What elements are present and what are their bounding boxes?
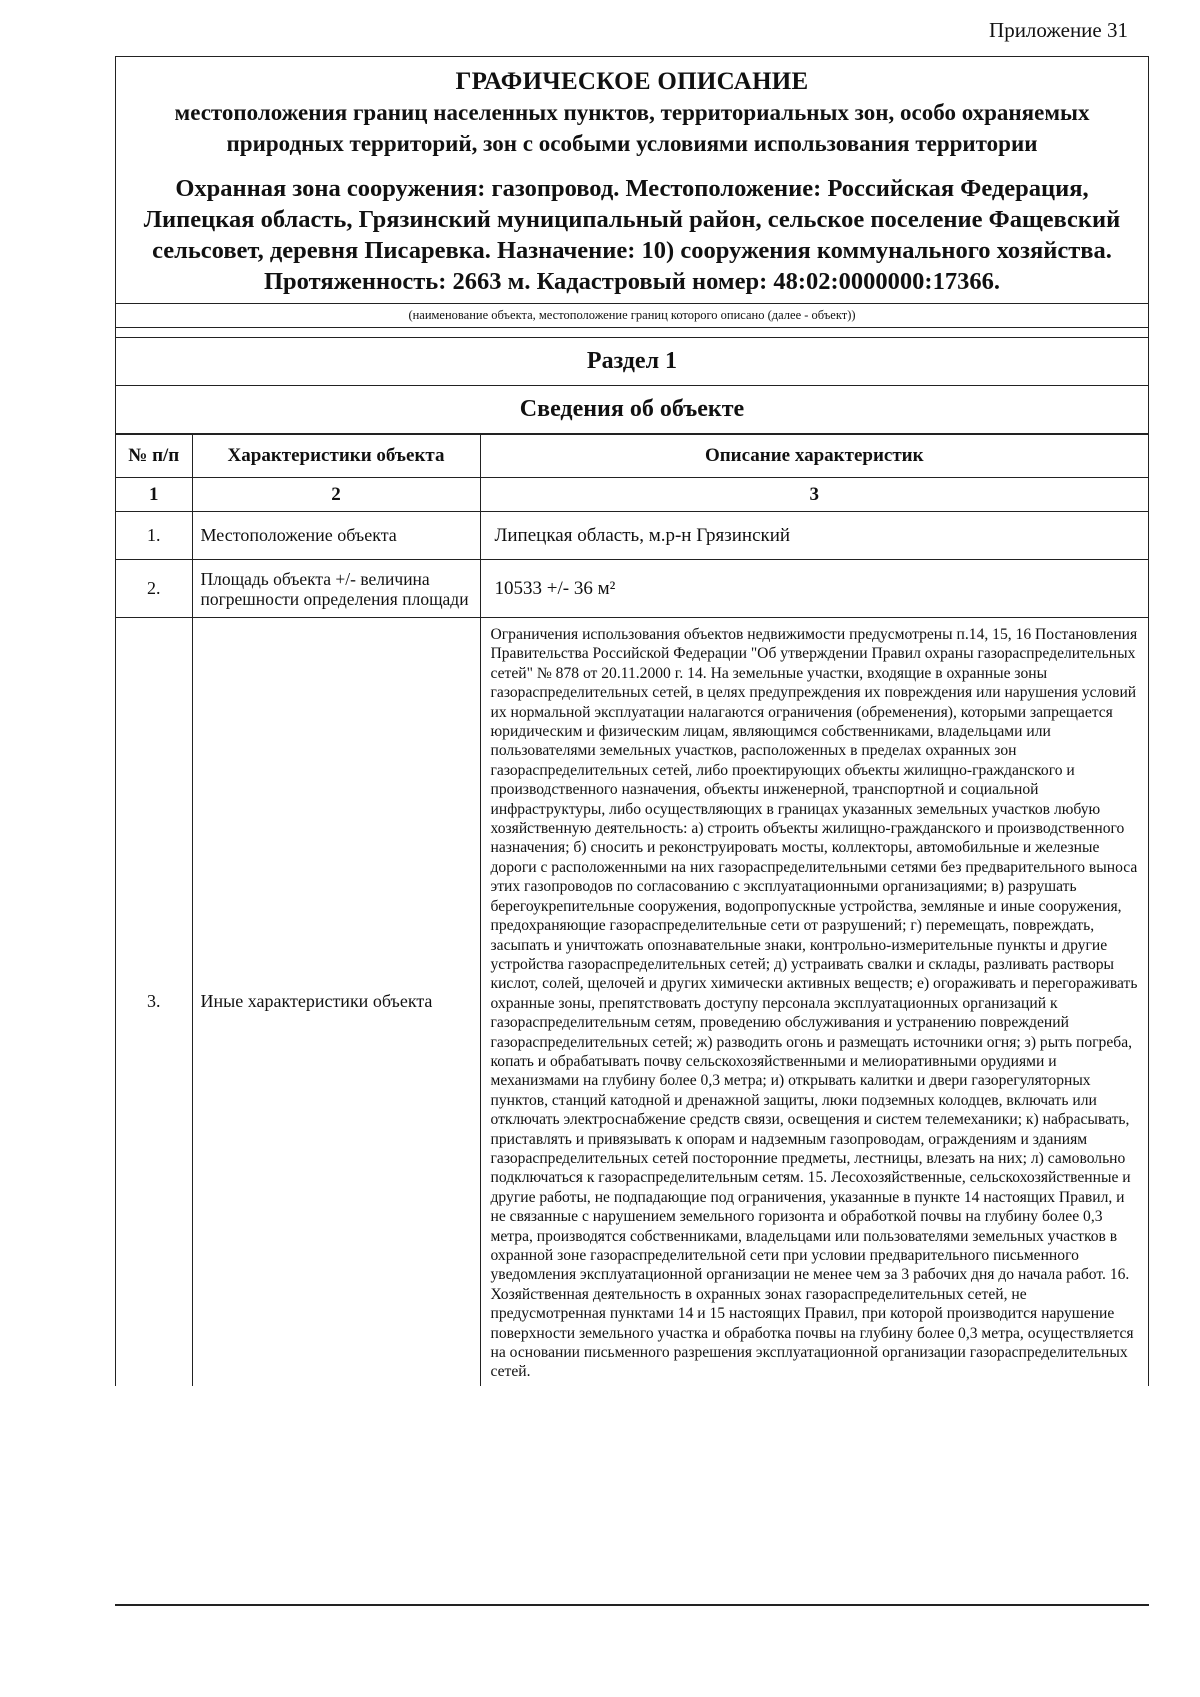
row-description: Липецкая область, м.р-н Грязинский: [480, 512, 1148, 560]
document-frame: [115, 56, 1149, 1386]
column-header-description: Описание характеристик: [480, 435, 1148, 478]
row-number: 1.: [116, 512, 192, 560]
column-header-characteristic: Характеристики объекта: [192, 435, 480, 478]
divider: [116, 328, 1148, 338]
document-title: ГРАФИЧЕСКОЕ ОПИСАНИЕ: [455, 68, 809, 95]
table-row: [116, 512, 1148, 560]
document-header: [116, 57, 1148, 304]
column-number-row: [116, 478, 1148, 512]
row-number: 3.: [116, 618, 192, 1386]
table-row: [116, 618, 1148, 1386]
object-description: Охранная зона сооружения: газопровод. Местоположение: Российская Федерация, Липецкая область, Грязинский муниципальный район, сельское поселение Фащевский сельсовет, деревня Писаревка. Назначение: 10) сооружения коммунального хозяйства. Протяженность: 2663 м. Кадастровый номер: 48:02:0000000:17366.: [143, 175, 1121, 295]
column-number: 1: [116, 478, 192, 512]
row-description: 10533 +/- 36 м²: [480, 560, 1148, 618]
row-description: Ограничения использования объектов недвижимости предусмотрены п.14, 15, 16 Постановления Правительства Российской Федерации "Об утверждении Правил охраны газораспределительных сетей" № 878 от 20.11.2000 г. 14. На земельные участки, входящие в охранные зоны газораспределительных сетей, в целях предупреждения их повреждения или нарушения условий их нормальной эксплуатации налагаются ограничения (обременения), которыми запрещается юридическим и физическим лицам, являющимся собственниками, владельцами или пользователями земельных участков, расположенных в пределах охранных зон газораспределительных сетей, либо проектирующих объекты жилищно-гражданского и производственного назначения, объекты инженерной, транспортной и социальной инфраструктуры, либо осуществляющих в границах указанных земельных участков любую хозяйственную деятельность: а) строить объекты жилищно-гражданского и производственного назначения; б) сносить и реконструировать мосты, коллекторы, автомобильные и железные дороги с расположенными на них газораспределительными сетями без предварительного выноса этих газопроводов по согласованию с эксплуатационными организациями; в) разрушать берегоукрепительные сооружения, водопропускные устройства, земляные и иные сооружения, предохраняющие газораспределительные сети от разрушений; г) перемещать, повреждать, засыпать и уничтожать опознавательные знаки, контрольно-измерительные пункты и другие устройства газораспределительных сетей; д) устраивать свалки и склады, разливать растворы кислот, солей, щелочей и других химически активных веществ; е) огораживать и перегораживать охранные зоны, препятствовать доступу персонала эксплуатационных организаций к газораспределительным сетям, проведению обслуживания и устранению повреждений газораспределительных сетей; ж) разводить огонь и размещать источники огня; з) рыть погреба, копать и обрабатывать почву сельскохозяйственными и мелиоративными орудиями и механизмами на глубину более 0,3 метра; и) открывать калитки и двери газорегуляторных пунктов, станций катодной и дренажной защиты, люки подземных колодцев, включать или отключать электроснабжение средств связи, освещения и систем телемеханики; к) набрасывать, приставлять и привязывать к опорам и надземным газопроводам, ограждениям и зданиям газораспределительных сетей посторонние предметы, лестницы, влезать на них; л) самовольно подключаться к газораспределительным сетям. 15. Лесохозяйственные, сельскохозяйственные и другие работы, не подпадающие под ограничения, указанные в пункте 14 настоящих Правил, и не связанные с нарушением земельного горизонта и обработкой почвы на глубину более 0,3 метра, производятся собственниками, владельцами или пользователями земельных участков в охранной зоне газораспределительной сети при условии предварительного письменного уведомления эксплуатационной организации не менее чем за 3 рабочих дня до начала работ. 16. Хозяйственная деятельность в охранных зонах газораспределительных сетей, не предусмотренная пунктами 14 и 15 настоящих Правил, при которой производится нарушение поверхности земельного участка и обработка почвы на глубину более 0,3 метра, осуществляется на основании письменного разрешения эксплуатационной организации газораспределительных сетей.: [480, 618, 1148, 1386]
section-title: Раздел 1: [116, 338, 1148, 386]
table-row: [116, 560, 1148, 618]
bottom-rule: [115, 1604, 1149, 1606]
document-subtitle: местоположения границ населенных пунктов, территориальных зон, особо охраняемых природных территорий, зон с особыми условиями использования территории: [174, 100, 1090, 156]
row-number: 2.: [116, 560, 192, 618]
section-subtitle: Сведения об объекте: [116, 386, 1148, 434]
row-characteristic: Площадь объекта +/- величина погрешности определения площади: [192, 560, 480, 618]
table-header-row: [116, 435, 1148, 478]
row-characteristic: Местоположение объекта: [192, 512, 480, 560]
column-header-number: № п/п: [116, 435, 192, 478]
object-info-table: [116, 434, 1148, 1386]
column-number: 3: [480, 478, 1148, 512]
object-caption: (наименование объекта, местоположение границ которого описано (далее - объект)): [116, 304, 1148, 328]
row-characteristic: Иные характеристики объекта: [192, 618, 480, 1386]
appendix-label: Приложение 31: [989, 18, 1128, 42]
column-number: 2: [192, 478, 480, 512]
